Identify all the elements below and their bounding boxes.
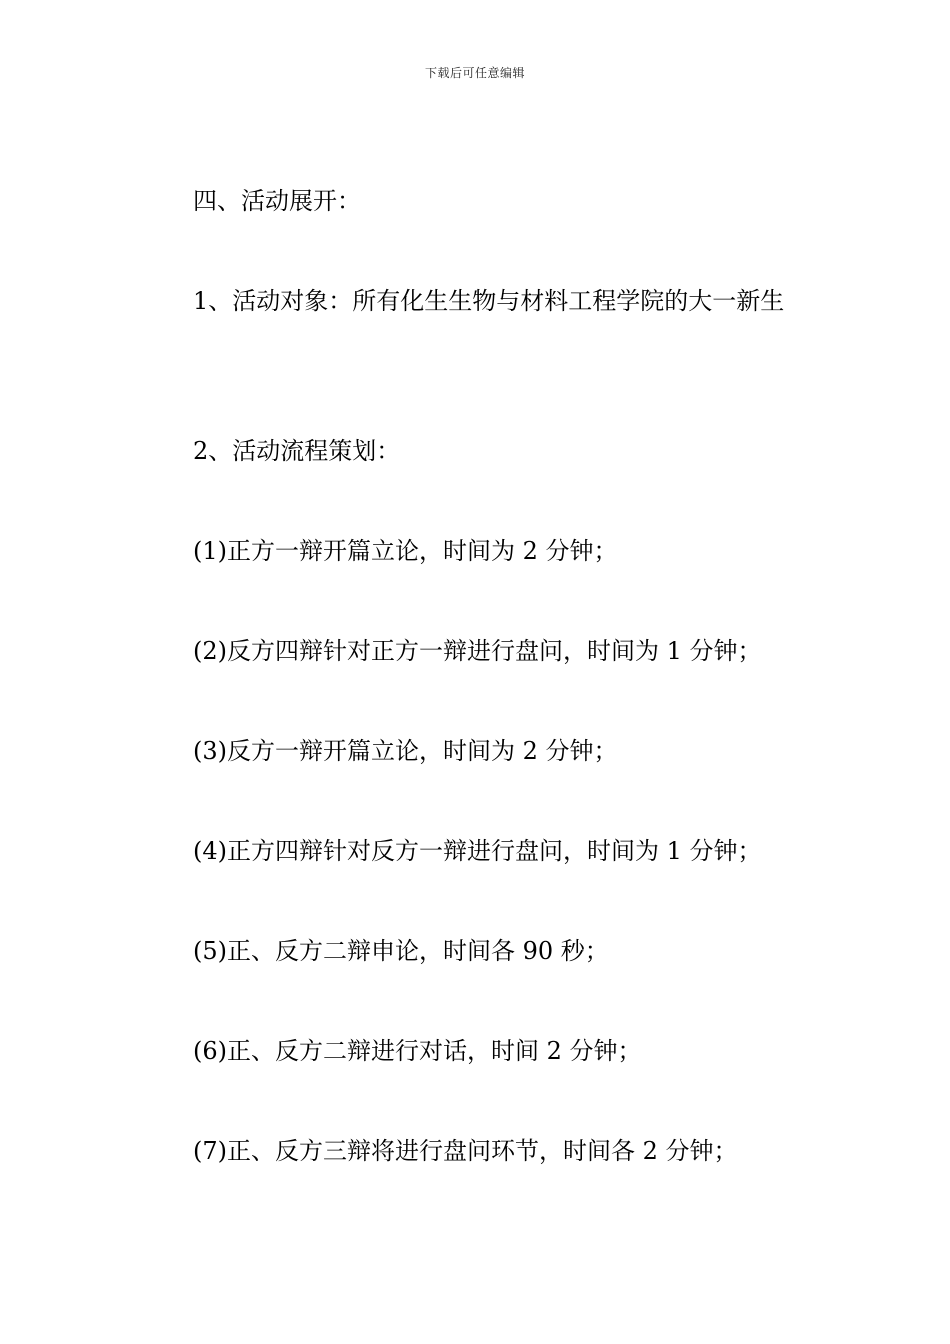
list-item: (6)正、反方二辩进行对话，时间 2 分钟； (193, 1037, 642, 1065)
list-item: (1)正方一辩开篇立论，时间为 2 分钟； (193, 537, 618, 565)
list-item: (5)正、反方二辩申论，时间各 90 秒； (193, 937, 609, 965)
list-item: (3)反方一辩开篇立论，时间为 2 分钟； (193, 737, 618, 765)
paragraph-process-heading: 2、活动流程策划： (193, 437, 401, 465)
list-item: (2)反方四辩针对正方一辩进行盘问，时间为 1 分钟； (193, 637, 762, 665)
list-item: (4)正方四辩针对反方一辩进行盘问，时间为 1 分钟； (193, 837, 762, 865)
page-header: 下载后可任意编辑 (424, 66, 525, 80)
paragraph-activity-target: 1、活动对象：所有化生生物与材料工程学院的大一新生 (193, 287, 785, 315)
list-item: (7)正、反方三辩将进行盘问环节，时间各 2 分钟； (193, 1137, 738, 1165)
section-heading: 四、活动展开： (193, 187, 361, 215)
